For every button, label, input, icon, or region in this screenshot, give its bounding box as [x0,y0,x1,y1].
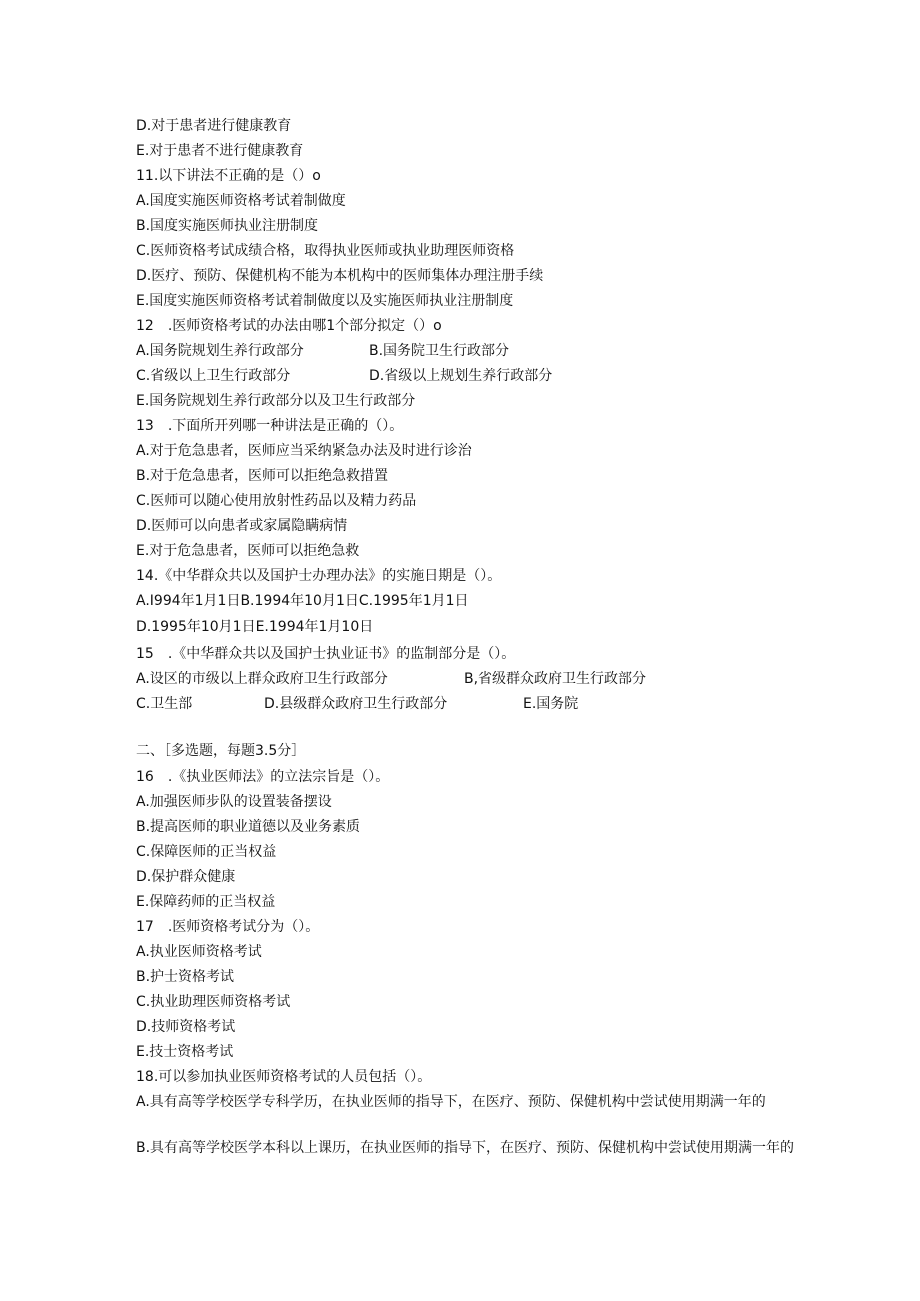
q17-option-e: E.技士资格考试 [136,1044,234,1060]
q12-option-c: C.省级以上卫生行政部分 [136,368,291,384]
q11-option-c: C.医师资格考试成绩合格，取得执业医师或执业助理医师资格 [136,243,515,259]
q12-option-d: D.省级以上规划生养行政部分 [369,368,553,384]
q17-option-c: C.执业助理医师资格考试 [136,994,291,1010]
q13-option-c: C.医师可以随心使用放射性药品以及精力药品 [136,493,417,509]
q16-question: 16 .《执业医师法》的立法宗旨是（）。 [136,769,390,785]
q16-option-c: C.保障医师的正当权益 [136,844,277,860]
q18-question: 18.可以参加执业医师资格考试的人员包括（）。 [136,1069,432,1085]
q10-option-d: D.对于患者进行健康教育 [136,118,292,134]
q15-option-e: E.国务院 [523,696,579,712]
q17-option-b: B.护士资格考试 [136,969,235,985]
q16-option-d: D.保护群众健康 [136,869,236,885]
q16-option-e: E.保障药师的正当权益 [136,894,276,910]
q15-option-a: A.设区的市级以上群众政府卫生行政部分 [136,671,388,687]
q15-question: 15 .《中华群众共以及国护士执业证书》的监制部分是（）。 [136,646,516,662]
q15-option-d: D.县级群众政府卫生行政部分 [264,696,448,712]
q11-option-e: E.国度实施医师资格考试着制做度以及实施医师执业注册制度 [136,293,514,309]
q13-option-d: D.医师可以向患者或家属隐瞒病情 [136,518,348,534]
q14-options-row1: A.I994年1月1日B.1994年10月1日C.1995年1月1日 [136,593,469,609]
q18-option-b: B.具有高等学校医学本科以上课历，在执业医师的指导下，在医疗、预防、保健机构中尝试使用期满一年的 [136,1140,795,1156]
q11-question: 11.以下讲法不正确的是（）o [136,168,321,184]
q12-option-b: B.国务院卫生行政部分 [369,343,510,359]
q17-question: 17 .医师资格考试分为（）。 [136,919,320,935]
q15-option-b: B,省级群众政府卫生行政部分 [464,671,647,687]
q16-option-b: B.提高医师的职业道德以及业务素质 [136,819,361,835]
q12-question: 12 .医师资格考试的办法由哪1个部分拟定（）o [136,318,442,334]
q14-question: 14.《中华群众共以及国护士办理办法》的实施日期是（）。 [136,568,502,584]
q17-option-a: A.执业医师资格考试 [136,944,262,960]
q13-question: 13 .下面所开列哪一种讲法是正确的（）。 [136,418,404,434]
q13-option-e: E.对于危急患者，医师可以拒绝急救 [136,543,360,559]
q15-option-c: C.卫生部 [136,696,193,712]
q17-option-d: D.技师资格考试 [136,1019,236,1035]
q13-option-b: B.对于危急患者，医师可以拒绝急救措置 [136,468,389,484]
q16-option-a: A.加强医师步队的设置装备摆设 [136,794,332,810]
q13-option-a: A.对于危急患者，医师应当采纳紧急办法及时进行诊治 [136,443,472,459]
q18-option-a: A.具有高等学校医学专科学历，在执业医师的指导下，在医疗、预防、保健机构中尝试使用期满一年的 [136,1094,766,1110]
section-heading-multiple-choice: 二、［多选题，每题3.5分］ [136,743,306,759]
q14-options-row2: D.1995年10月1日E.1994年1月10日 [136,619,374,635]
q11-option-b: B.国度实施医师执业注册制度 [136,218,319,234]
q12-option-a: A.国务院规划生养行政部分 [136,343,304,359]
q11-option-d: D.医疗、预防、保健机构不能为本机构中的医师集体办理注册手续 [136,268,544,284]
q10-option-e: E.对于患者不进行健康教育 [136,143,304,159]
q11-option-a: A.国度实施医师资格考试着制做度 [136,193,346,209]
q12-option-e: E.国务院规划生养行政部分以及卫生行政部分 [136,393,416,409]
